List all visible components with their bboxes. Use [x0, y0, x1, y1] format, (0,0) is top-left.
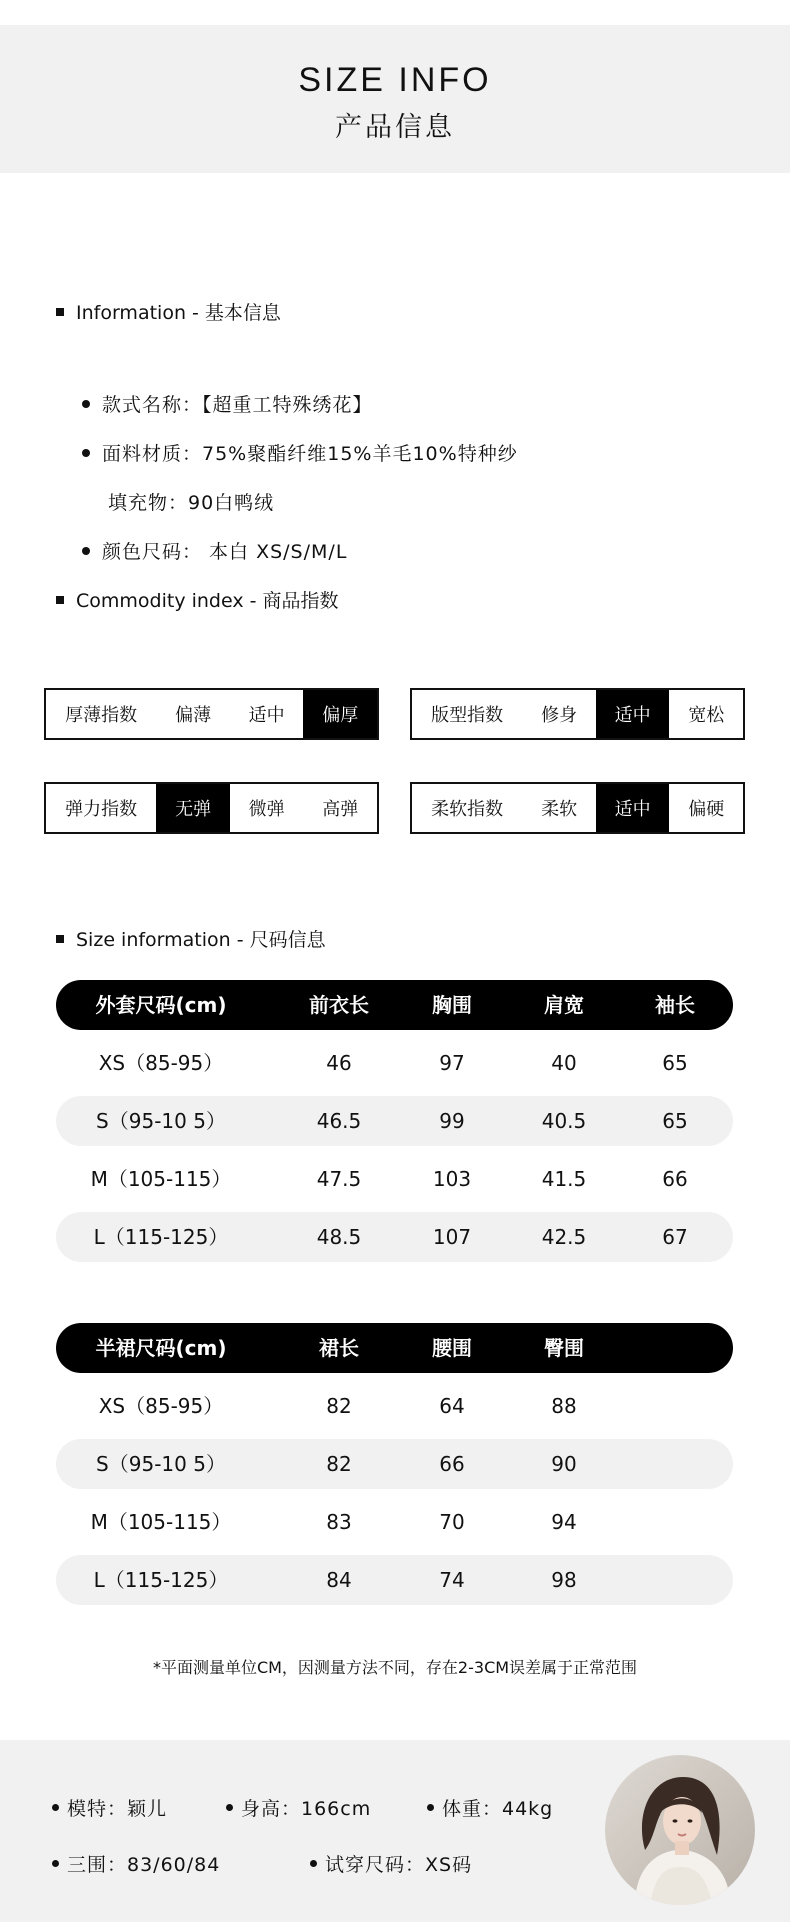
info-text: 填充物：90白鸭绒 [108, 492, 275, 514]
column-header: 裙长 [319, 1336, 359, 1360]
index-option-selected: 无弹 [156, 784, 230, 832]
square-bullet-icon [56, 308, 64, 316]
table-cell: 65 [662, 1051, 688, 1075]
index-option: 高弹 [322, 799, 359, 820]
section-title: Size information - 尺码信息 [76, 929, 326, 951]
bullet-icon [52, 1860, 59, 1867]
table-cell: 48.5 [316, 1225, 362, 1249]
bullet-icon [52, 1804, 59, 1811]
bullet-icon [427, 1804, 434, 1811]
table-cell: 90 [551, 1452, 577, 1476]
table-cell: S（95-10 5） [96, 1109, 226, 1133]
section-heading-commodity [56, 586, 339, 613]
column-header: 前衣长 [309, 993, 369, 1017]
table-cell: 64 [439, 1394, 465, 1418]
table-cell: S（95-10 5） [96, 1452, 226, 1476]
section-heading-size [56, 925, 326, 952]
model-text: 试穿尺码：XS码 [325, 1854, 473, 1876]
coat-table-header [56, 980, 733, 1030]
table-cell: 99 [439, 1109, 465, 1133]
info-filling [108, 488, 274, 515]
page-title: SIZE INFO [298, 61, 492, 99]
bullet-icon [82, 400, 90, 408]
model-text: 模特：颖儿 [67, 1798, 168, 1820]
info-color-size [82, 537, 347, 564]
model-text: 体重：44kg [442, 1798, 554, 1820]
table-cell: 67 [662, 1225, 688, 1249]
index-softness [410, 782, 745, 834]
table-cell: XS（85-95） [98, 1394, 224, 1418]
table-row [56, 1096, 733, 1146]
table-cell: 40.5 [541, 1109, 587, 1133]
table-cell: 98 [551, 1568, 577, 1592]
column-header: 肩宽 [544, 993, 584, 1017]
index-option: 微弹 [248, 799, 285, 820]
table-cell: 46 [326, 1051, 352, 1075]
square-bullet-icon [56, 935, 64, 943]
model-text: 三围：83/60/84 [67, 1854, 221, 1876]
info-text: 款式名称：【超重工特殊绣花】 [102, 394, 373, 416]
index-option: 宽松 [688, 705, 725, 726]
column-header: 胸围 [432, 993, 472, 1017]
index-option: 偏薄 [175, 705, 212, 726]
table-cell: 82 [326, 1452, 352, 1476]
index-elasticity [44, 782, 379, 834]
bullet-icon [310, 1860, 317, 1867]
page-subtitle: 产品信息 [335, 112, 455, 143]
table-cell: 103 [432, 1167, 472, 1191]
index-option: 修身 [541, 705, 578, 726]
section-heading-information [56, 298, 281, 325]
bullet-icon [226, 1804, 233, 1811]
index-thickness [44, 688, 379, 740]
index-label: 厚薄指数 [65, 705, 138, 726]
table-cell: 82 [326, 1394, 352, 1418]
column-header: 袖长 [655, 993, 695, 1017]
measurement-note: *平面测量单位CM，因测量方法不同，存在2-3CM误差属于正常范围 [152, 1658, 638, 1677]
table-row [56, 1555, 733, 1605]
index-option-selected: 偏厚 [303, 690, 377, 738]
model-try-size [310, 1850, 472, 1877]
table-cell: 46.5 [316, 1109, 362, 1133]
bullet-icon [82, 547, 90, 555]
info-text: 颜色尺码： 本白 XS/S/M/L [102, 541, 348, 563]
model-text: 身高：166cm [241, 1798, 372, 1820]
column-header: 外套尺码(cm) [95, 993, 227, 1017]
info-style [82, 390, 373, 417]
model-avatar [605, 1755, 755, 1905]
index-label: 弹力指数 [65, 799, 138, 820]
table-cell: 83 [326, 1510, 352, 1534]
table-cell: 41.5 [541, 1167, 587, 1191]
square-bullet-icon [56, 596, 64, 604]
table-cell: 66 [439, 1452, 465, 1476]
table-cell: 107 [432, 1225, 472, 1249]
table-cell: 42.5 [541, 1225, 587, 1249]
index-label: 柔软指数 [431, 799, 504, 820]
model-weight [427, 1794, 553, 1821]
table-cell: 65 [662, 1109, 688, 1133]
info-text: 面料材质：75%聚酯纤维15%羊毛10%特种纱 [102, 443, 518, 465]
table-row [56, 1439, 733, 1489]
table-cell: 47.5 [316, 1167, 362, 1191]
section-title: Information - 基本信息 [76, 302, 281, 324]
column-header: 臀围 [544, 1336, 584, 1360]
index-option: 适中 [248, 705, 285, 726]
index-label: 版型指数 [431, 705, 504, 726]
index-option: 偏硬 [688, 799, 725, 820]
model-portrait-icon [605, 1755, 755, 1905]
table-cell: 94 [551, 1510, 577, 1534]
info-fabric [82, 439, 518, 466]
index-option-selected: 适中 [596, 784, 670, 832]
table-cell: L（115-125） [93, 1568, 229, 1592]
table-cell: 40 [551, 1051, 577, 1075]
bullet-icon [82, 449, 90, 457]
skirt-table-header [56, 1323, 733, 1373]
index-option: 柔软 [541, 799, 578, 820]
table-cell: M（105-115） [90, 1510, 232, 1534]
table-cell: 74 [439, 1568, 465, 1592]
table-cell: 66 [662, 1167, 688, 1191]
model-name [52, 1794, 167, 1821]
column-header: 腰围 [432, 1336, 472, 1360]
model-height [226, 1794, 371, 1821]
table-cell: L（115-125） [93, 1225, 229, 1249]
model-measurements [52, 1850, 220, 1877]
table-cell: 97 [439, 1051, 465, 1075]
table-cell: 70 [439, 1510, 465, 1534]
index-fit [410, 688, 745, 740]
table-row [56, 1038, 733, 1088]
table-row [56, 1154, 733, 1204]
index-option-selected: 适中 [596, 690, 670, 738]
column-header: 半裙尺码(cm) [95, 1336, 227, 1360]
table-row [56, 1381, 733, 1431]
header-banner [0, 25, 790, 173]
table-cell: M（105-115） [90, 1167, 232, 1191]
section-title: Commodity index - 商品指数 [76, 590, 339, 612]
table-row [56, 1212, 733, 1262]
table-cell: 88 [551, 1394, 577, 1418]
table-row [56, 1497, 733, 1547]
table-cell: 84 [326, 1568, 352, 1592]
table-cell: XS（85-95） [98, 1051, 224, 1075]
